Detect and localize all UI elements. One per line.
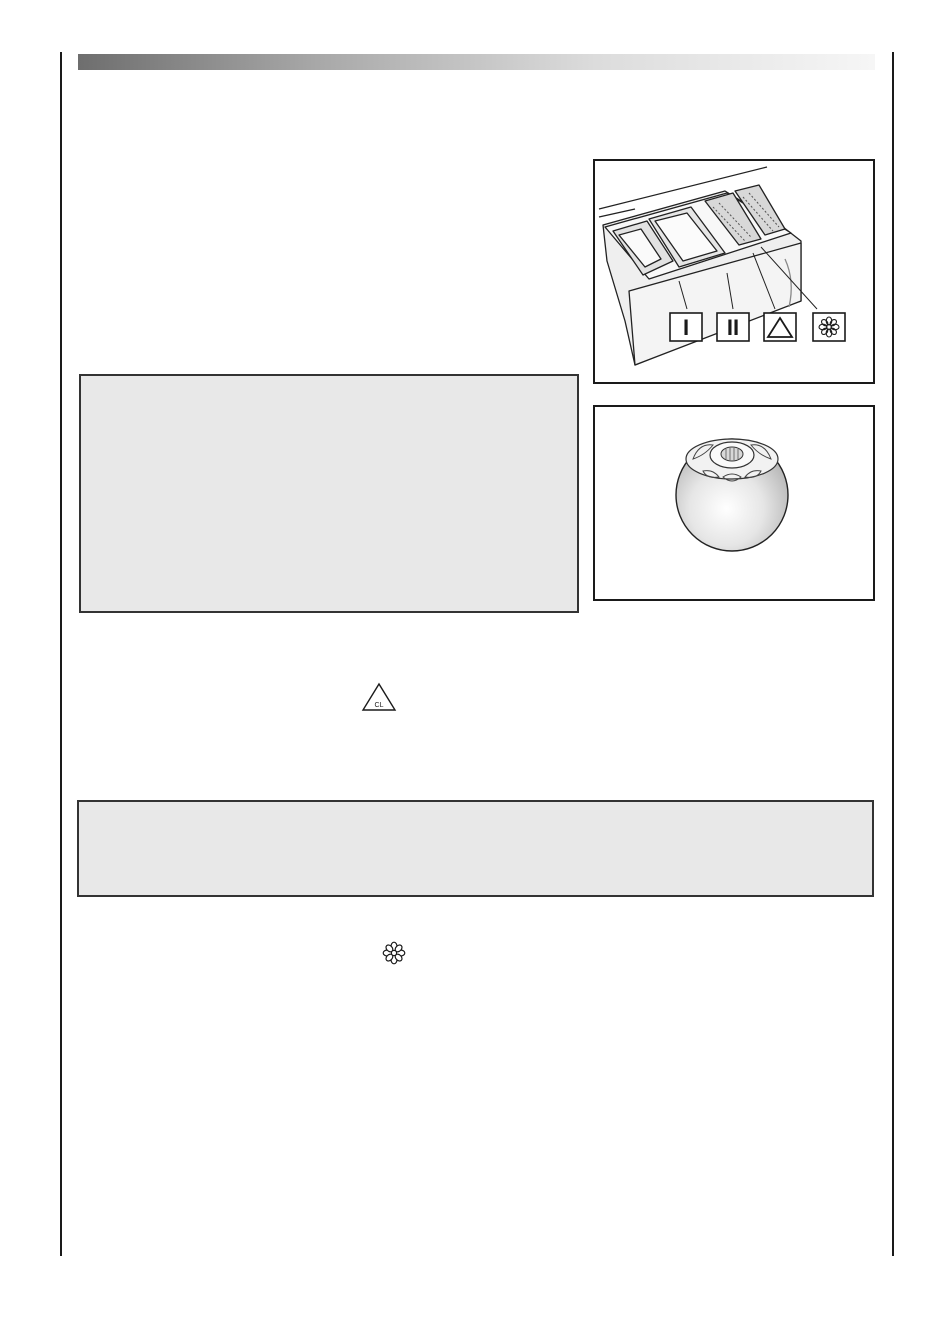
compartment-label-ii: II	[726, 315, 740, 340]
softener-symbol	[381, 940, 407, 966]
bleach-cl-symbol	[361, 682, 397, 712]
bleach-triangle-icon	[361, 682, 397, 712]
left-margin-rule	[60, 52, 62, 1256]
compartment-label-i: I	[682, 315, 690, 340]
note-box-1	[79, 374, 579, 613]
note-box-2	[77, 800, 874, 897]
bleach-cl-text: CL	[374, 702, 384, 709]
dosing-ball-figure	[593, 405, 875, 601]
right-margin-rule	[892, 52, 894, 1256]
dosing-ball-drawing	[595, 407, 873, 599]
dispenser-drawing	[595, 161, 873, 382]
softener-flower-icon	[381, 940, 407, 966]
dispenser-figure	[593, 159, 875, 384]
section-header-bar	[78, 54, 875, 70]
